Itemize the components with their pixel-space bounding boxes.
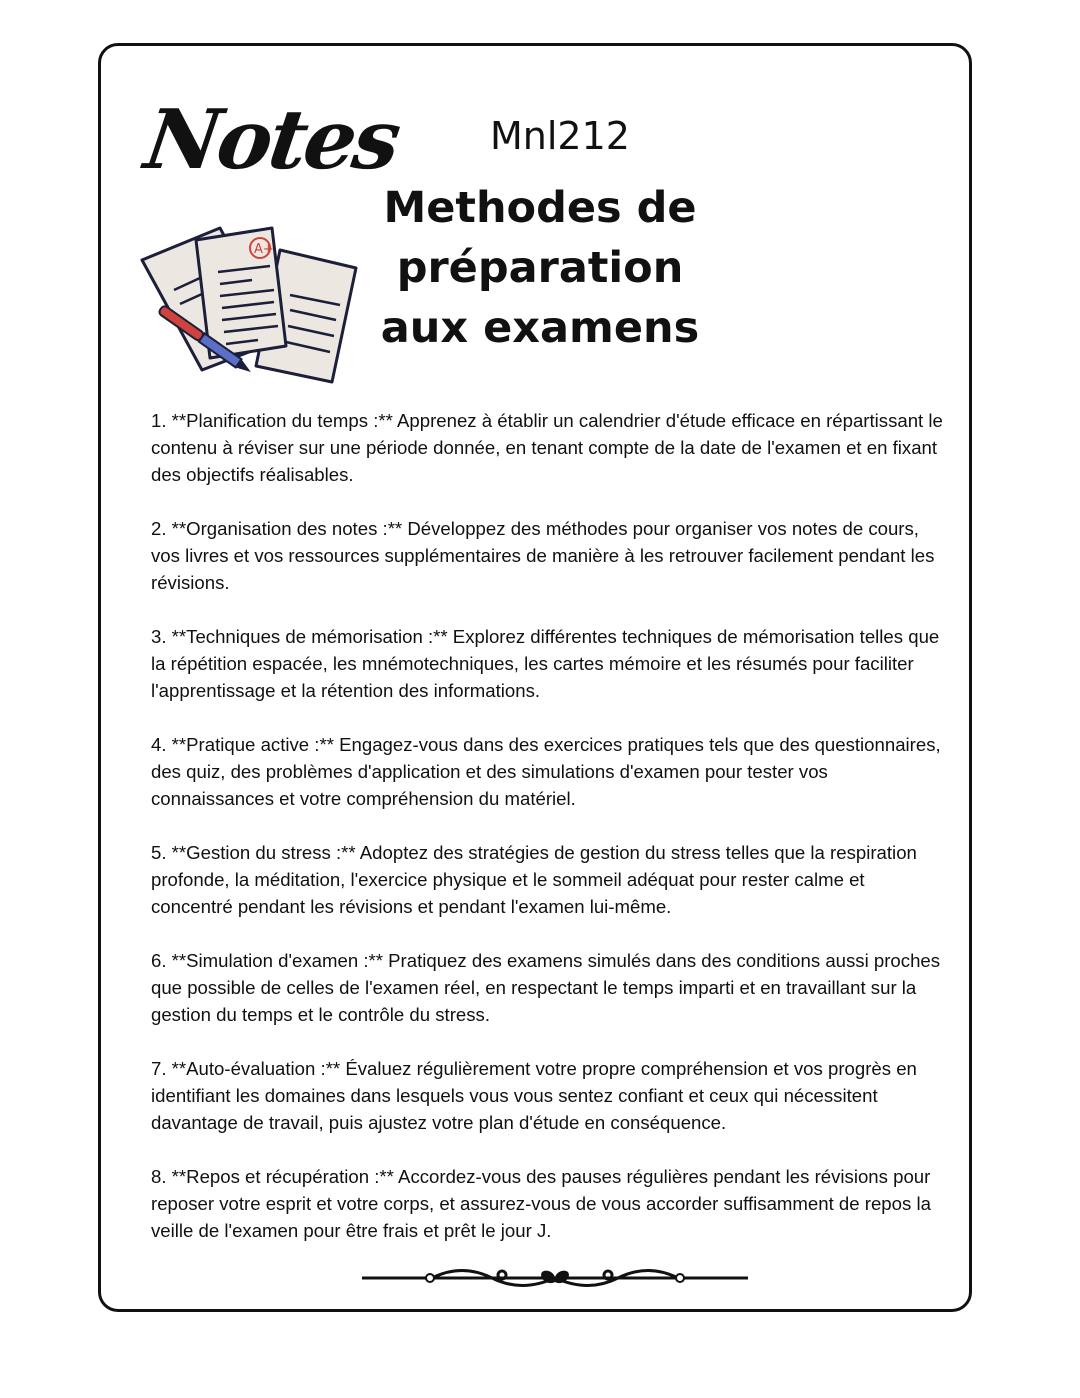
notes-logo: Notes xyxy=(139,92,404,188)
list-item: 1. **Planification du temps :** Apprenez à établir un calendrier d'étude efficace en répartissant le contenu à réviser sur une période donnée, en tenant compte de la date de l'examen et en fixant des objectifs réalisables. xyxy=(151,410,943,485)
svg-text:A+: A+ xyxy=(254,242,274,257)
page-title xyxy=(240,178,840,358)
ornamental-divider-icon xyxy=(362,1266,748,1290)
title-line-1: Methodes de préparation xyxy=(383,183,697,293)
list-item: 5. **Gestion du stress :** Adoptez des stratégies de gestion du stress telles que la respiration profonde, la méditation, l'exercice physique et le sommeil adéquat pour rester calme et concentré pendant les révisions et pendant l'examen lui-même. xyxy=(151,842,917,917)
notes-list xyxy=(151,407,951,1271)
list-item: 4. **Pratique active :** Engagez-vous dans des exercices pratiques tels que des questionnaires, des quiz, des problèmes d'application et des simulations d'examen pour tester vos connaissances et votre compréhension du matériel. xyxy=(151,734,941,809)
list-item: 8. **Repos et récupération :** Accordez-vous des pauses régulières pendant les révisions pour reposer votre esprit et votre corps, et assurez-vous de vous accorder suffisamment de repos la veille de l'examen pour être frais et prêt le jour J. xyxy=(151,1166,931,1241)
title-line-2: aux examens xyxy=(380,303,700,353)
list-item: 6. **Simulation d'examen :** Pratiquez des examens simulés dans des conditions aussi proches que possible de celles de l'examen réel, en respectant le temps imparti et en travaillant sur la gestion du temps et le contrôle du stress. xyxy=(151,950,941,1025)
list-item: 3. **Techniques de mémorisation :** Explorez différentes techniques de mémorisation telles que la répétition espacée, les mnémotechniques, les cartes mémoire et les résumés pour faciliter l'apprentissage et la rétention des informations. xyxy=(151,626,940,701)
list-item: 7. **Auto-évaluation :** Évaluez régulièrement votre propre compréhension et vos progrès en identifiant les domaines dans lesquels vous vous sentez confiant et ceux qui nécessitent davantage de travail, puis ajustez votre plan d'étude en conséquence. xyxy=(151,1058,917,1133)
course-code: Mnl212 xyxy=(490,114,630,158)
list-item: 2. **Organisation des notes :** Développez des méthodes pour organiser vos notes de cours, vos livres et vos ressources supplémentaires de manière à les retrouver facilement pendant les révisions. xyxy=(151,518,935,593)
